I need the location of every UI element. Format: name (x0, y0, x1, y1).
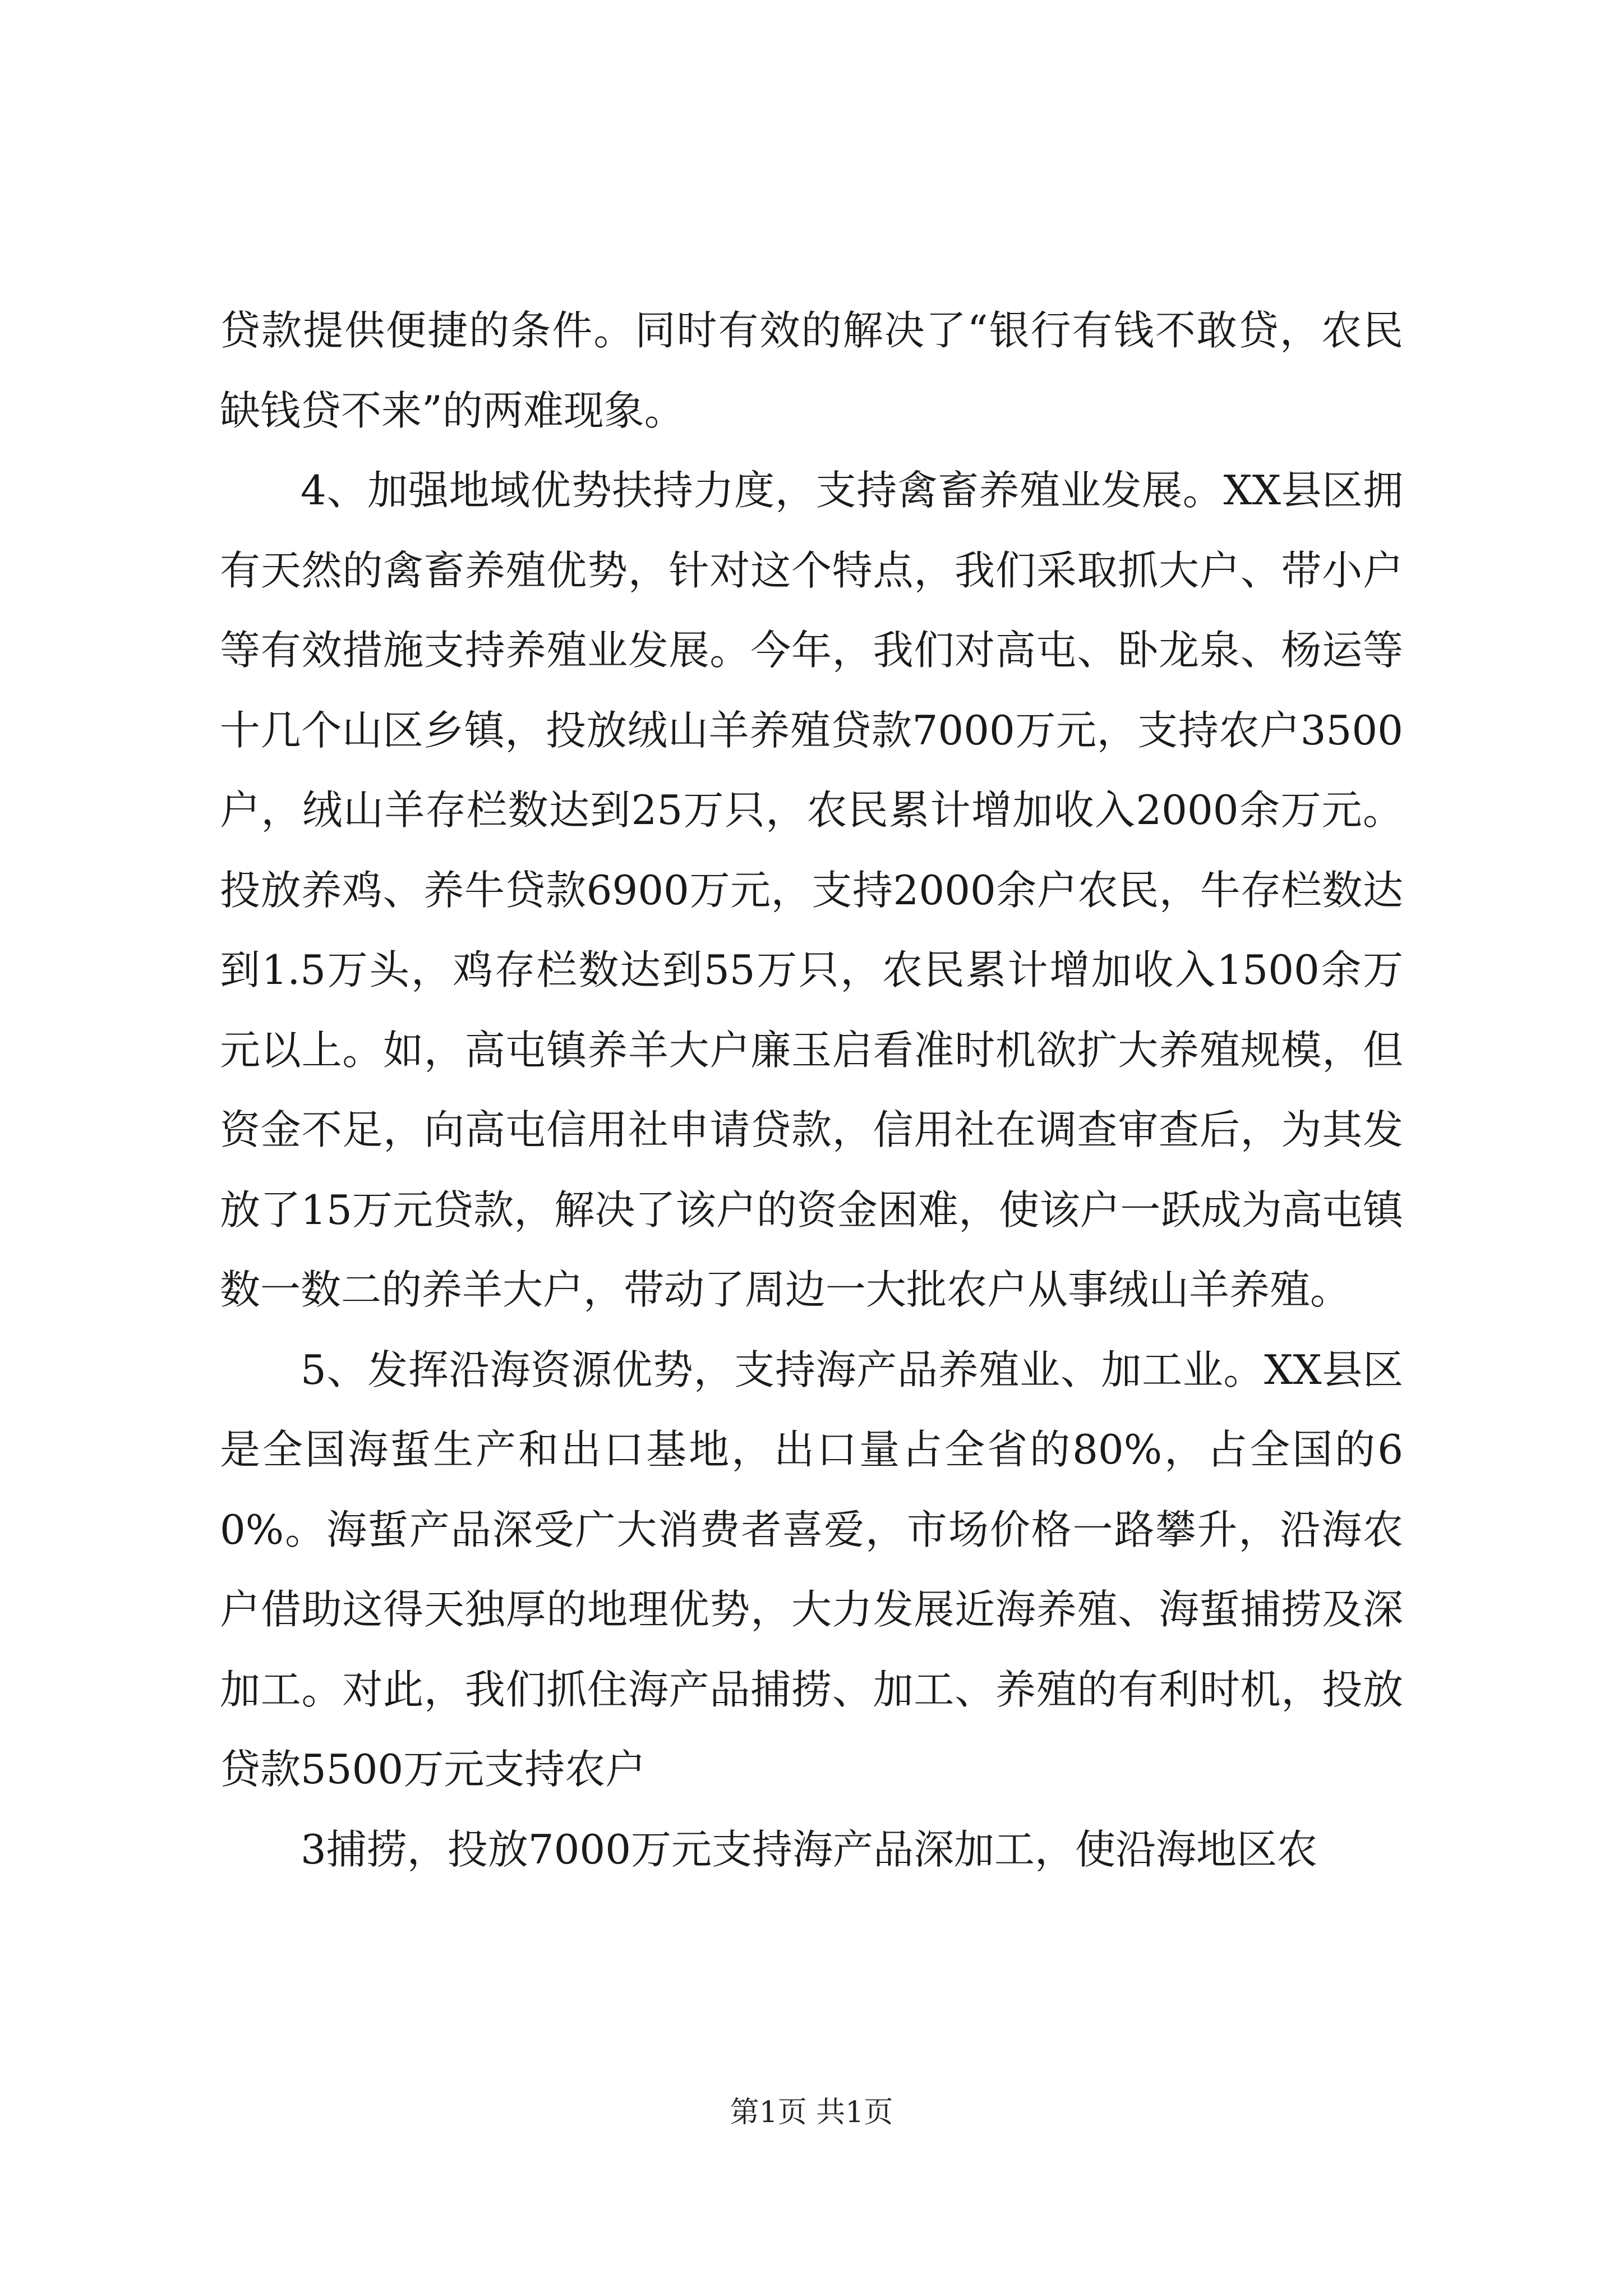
document-body (220, 291, 1403, 1889)
page-footer: 第1页 共1页 (730, 2096, 893, 2129)
paragraph-continuation: 贷款提供便捷的条件。同时有效的解决了“银行有钱不敢贷，农民缺钱贷不来”的两难现象。 (220, 307, 1403, 434)
paragraph-fishing: 3捕捞，投放7000万元支持海产品深加工，使沿海地区农 (301, 1825, 1318, 1873)
paragraph-livestock: 4、加强地域优势扶持力度，支持禽畜养殖业发展。XX县区拥有天然的禽畜养殖优势，针对这个特点，我们采取抓大户、带小户等有效措施支持养殖业发展。今年，我们对高屯、卧龙泉、杨运等十几个山区乡镇，投放绒山羊养殖贷款7000万元，支持农户3500户，绒山羊存栏数达到25万只，农民累计增加收入2000余万元。投放养鸡、养牛贷款6900万元，支持2000余户农民，牛存栏数达到1.5万头，鸡存栏数达到55万只，农民累计增加收入1500余万元以上。如，高屯镇养羊大户廉玉启看准时机欲扩大养殖规模，但资金不足，向高屯信用社申请贷款，信用社在调查审查后，为其发放了15万元贷款，解决了该户的资金困难，使该户一跃成为高屯镇数一数二的养羊大户，带动了周边一大批农户从事绒山羊养殖。 (220, 467, 1403, 1313)
paragraph-coastal: 5、发挥沿海资源优势，支持海产品养殖业、加工业。XX县区是全国海蜇生产和出口基地，出口量占全省的80%，占全国的60%。海蜇产品深受广大消费者喜爱，市场价格一路攀升，沿海农户借助这得天独厚的地理优势，大力发展近海养殖、海蜇捕捞及深加工。对此，我们抓住海产品捕捞、加工、养殖的有利时机，投放贷款5500万元支持农户 (220, 1346, 1403, 1793)
